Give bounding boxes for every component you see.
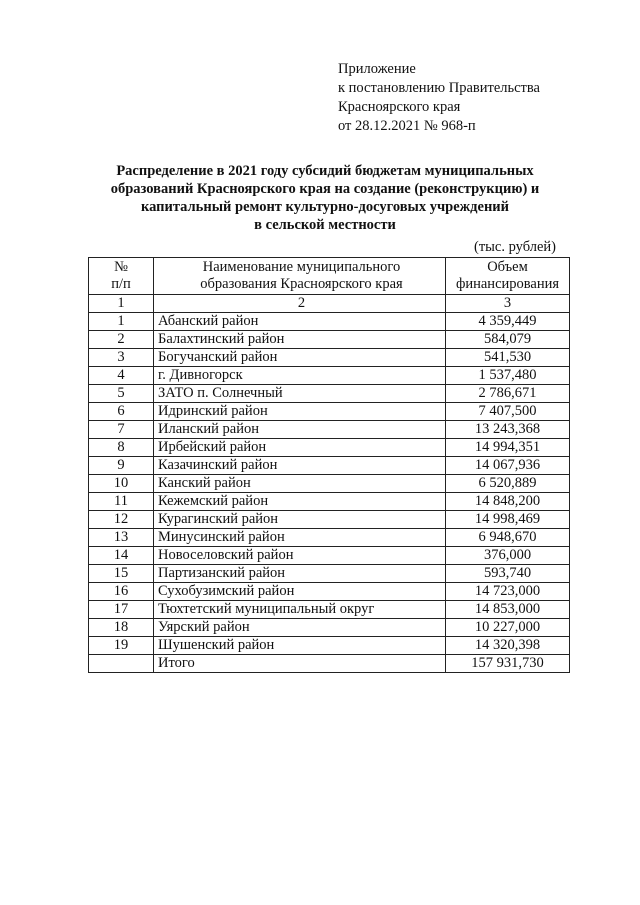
row-number: 19 bbox=[89, 637, 154, 655]
row-municipality: Новоселовский район bbox=[154, 547, 446, 565]
row-municipality: Абанский район bbox=[154, 313, 446, 331]
row-amount: 14 067,936 bbox=[446, 457, 570, 475]
column-number: 2 bbox=[154, 295, 446, 313]
row-municipality: Курагинский район bbox=[154, 511, 446, 529]
table-row bbox=[89, 565, 570, 583]
appendix-block bbox=[338, 60, 540, 136]
row-amount: 376,000 bbox=[446, 547, 570, 565]
table-row bbox=[89, 547, 570, 565]
table-row bbox=[89, 331, 570, 349]
table-header-row bbox=[89, 258, 570, 295]
column-number: 1 bbox=[89, 295, 154, 313]
table-row bbox=[89, 601, 570, 619]
row-municipality: Иланский район bbox=[154, 421, 446, 439]
row-number bbox=[89, 655, 154, 673]
document-title bbox=[60, 162, 590, 234]
header-line: п/п bbox=[111, 276, 131, 292]
row-municipality: Канский район bbox=[154, 475, 446, 493]
table-row bbox=[89, 403, 570, 421]
row-amount: 157 931,730 bbox=[446, 655, 570, 673]
row-municipality: Уярский район bbox=[154, 619, 446, 637]
title-line: капитальный ремонт культурно-досуговых учреждений bbox=[140, 199, 510, 215]
subsidy-table bbox=[88, 257, 570, 673]
row-number: 10 bbox=[89, 475, 154, 493]
table-row bbox=[89, 367, 570, 385]
header-municipality bbox=[154, 258, 446, 295]
row-municipality: Балахтинский район bbox=[154, 331, 446, 349]
appendix-line: Красноярского края bbox=[338, 99, 461, 115]
row-number: 5 bbox=[89, 385, 154, 403]
header-number bbox=[89, 258, 154, 295]
table-row bbox=[89, 349, 570, 367]
header-amount bbox=[446, 258, 570, 295]
header-line: Наименование муниципального bbox=[202, 259, 401, 275]
row-municipality: Шушенский район bbox=[154, 637, 446, 655]
row-municipality: Итого bbox=[154, 655, 446, 673]
row-amount: 7 407,500 bbox=[446, 403, 570, 421]
table-row bbox=[89, 619, 570, 637]
row-amount: 2 786,671 bbox=[446, 385, 570, 403]
row-municipality: ЗАТО п. Солнечный bbox=[154, 385, 446, 403]
header-line: финансирования bbox=[455, 276, 560, 292]
row-amount: 4 359,449 bbox=[446, 313, 570, 331]
table-row bbox=[89, 511, 570, 529]
row-municipality: Богучанский район bbox=[154, 349, 446, 367]
row-amount: 14 723,000 bbox=[446, 583, 570, 601]
table-row bbox=[89, 385, 570, 403]
row-amount: 1 537,480 bbox=[446, 367, 570, 385]
row-municipality: г. Дивногорск bbox=[154, 367, 446, 385]
row-number: 2 bbox=[89, 331, 154, 349]
table-row bbox=[89, 529, 570, 547]
row-municipality: Кежемский район bbox=[154, 493, 446, 511]
table-row bbox=[89, 457, 570, 475]
row-amount: 14 998,469 bbox=[446, 511, 570, 529]
row-municipality: Сухобузимский район bbox=[154, 583, 446, 601]
row-municipality: Партизанский район bbox=[154, 565, 446, 583]
title-line: Распределение в 2021 году субсидий бюджетам муниципальных bbox=[116, 163, 534, 179]
row-number: 4 bbox=[89, 367, 154, 385]
table-row bbox=[89, 493, 570, 511]
appendix-line: к постановлению Правительства bbox=[338, 80, 540, 96]
row-amount: 10 227,000 bbox=[446, 619, 570, 637]
row-municipality: Ирбейский район bbox=[154, 439, 446, 457]
row-number: 16 bbox=[89, 583, 154, 601]
row-number: 17 bbox=[89, 601, 154, 619]
row-municipality: Минусинский район bbox=[154, 529, 446, 547]
table-row bbox=[89, 439, 570, 457]
row-number: 15 bbox=[89, 565, 154, 583]
row-amount: 6 520,889 bbox=[446, 475, 570, 493]
row-amount: 14 853,000 bbox=[446, 601, 570, 619]
header-line: Объем bbox=[487, 259, 528, 275]
row-amount: 6 948,670 bbox=[446, 529, 570, 547]
row-number: 11 bbox=[89, 493, 154, 511]
table-row bbox=[89, 421, 570, 439]
appendix-line: от 28.12.2021 № 968-п bbox=[338, 118, 476, 134]
appendix-line: Приложение bbox=[338, 61, 416, 77]
table-row bbox=[89, 313, 570, 331]
column-number: 3 bbox=[446, 295, 570, 313]
row-number: 12 bbox=[89, 511, 154, 529]
row-amount: 14 994,351 bbox=[446, 439, 570, 457]
header-line: образования Красноярского края bbox=[200, 276, 403, 292]
units-label: (тыс. рублей) bbox=[474, 239, 556, 255]
row-number: 13 bbox=[89, 529, 154, 547]
row-number: 9 bbox=[89, 457, 154, 475]
total-row bbox=[89, 655, 570, 673]
row-amount: 14 848,200 bbox=[446, 493, 570, 511]
row-amount: 584,079 bbox=[446, 331, 570, 349]
row-municipality: Тюхтетский муниципальный округ bbox=[154, 601, 446, 619]
row-number: 6 bbox=[89, 403, 154, 421]
row-number: 1 bbox=[89, 313, 154, 331]
row-number: 8 bbox=[89, 439, 154, 457]
row-number: 3 bbox=[89, 349, 154, 367]
table-row bbox=[89, 475, 570, 493]
row-number: 18 bbox=[89, 619, 154, 637]
row-number: 14 bbox=[89, 547, 154, 565]
title-line: в сельской местности bbox=[254, 217, 396, 233]
row-municipality: Казачинский район bbox=[154, 457, 446, 475]
table-row bbox=[89, 637, 570, 655]
row-amount: 14 320,398 bbox=[446, 637, 570, 655]
column-number-row bbox=[89, 295, 570, 313]
row-amount: 593,740 bbox=[446, 565, 570, 583]
title-line: образований Красноярского края на создание (реконструкцию) и bbox=[110, 181, 540, 197]
row-amount: 541,530 bbox=[446, 349, 570, 367]
row-municipality: Идринский район bbox=[154, 403, 446, 421]
header-line: № bbox=[114, 259, 128, 275]
table-row bbox=[89, 583, 570, 601]
row-number: 7 bbox=[89, 421, 154, 439]
row-amount: 13 243,368 bbox=[446, 421, 570, 439]
